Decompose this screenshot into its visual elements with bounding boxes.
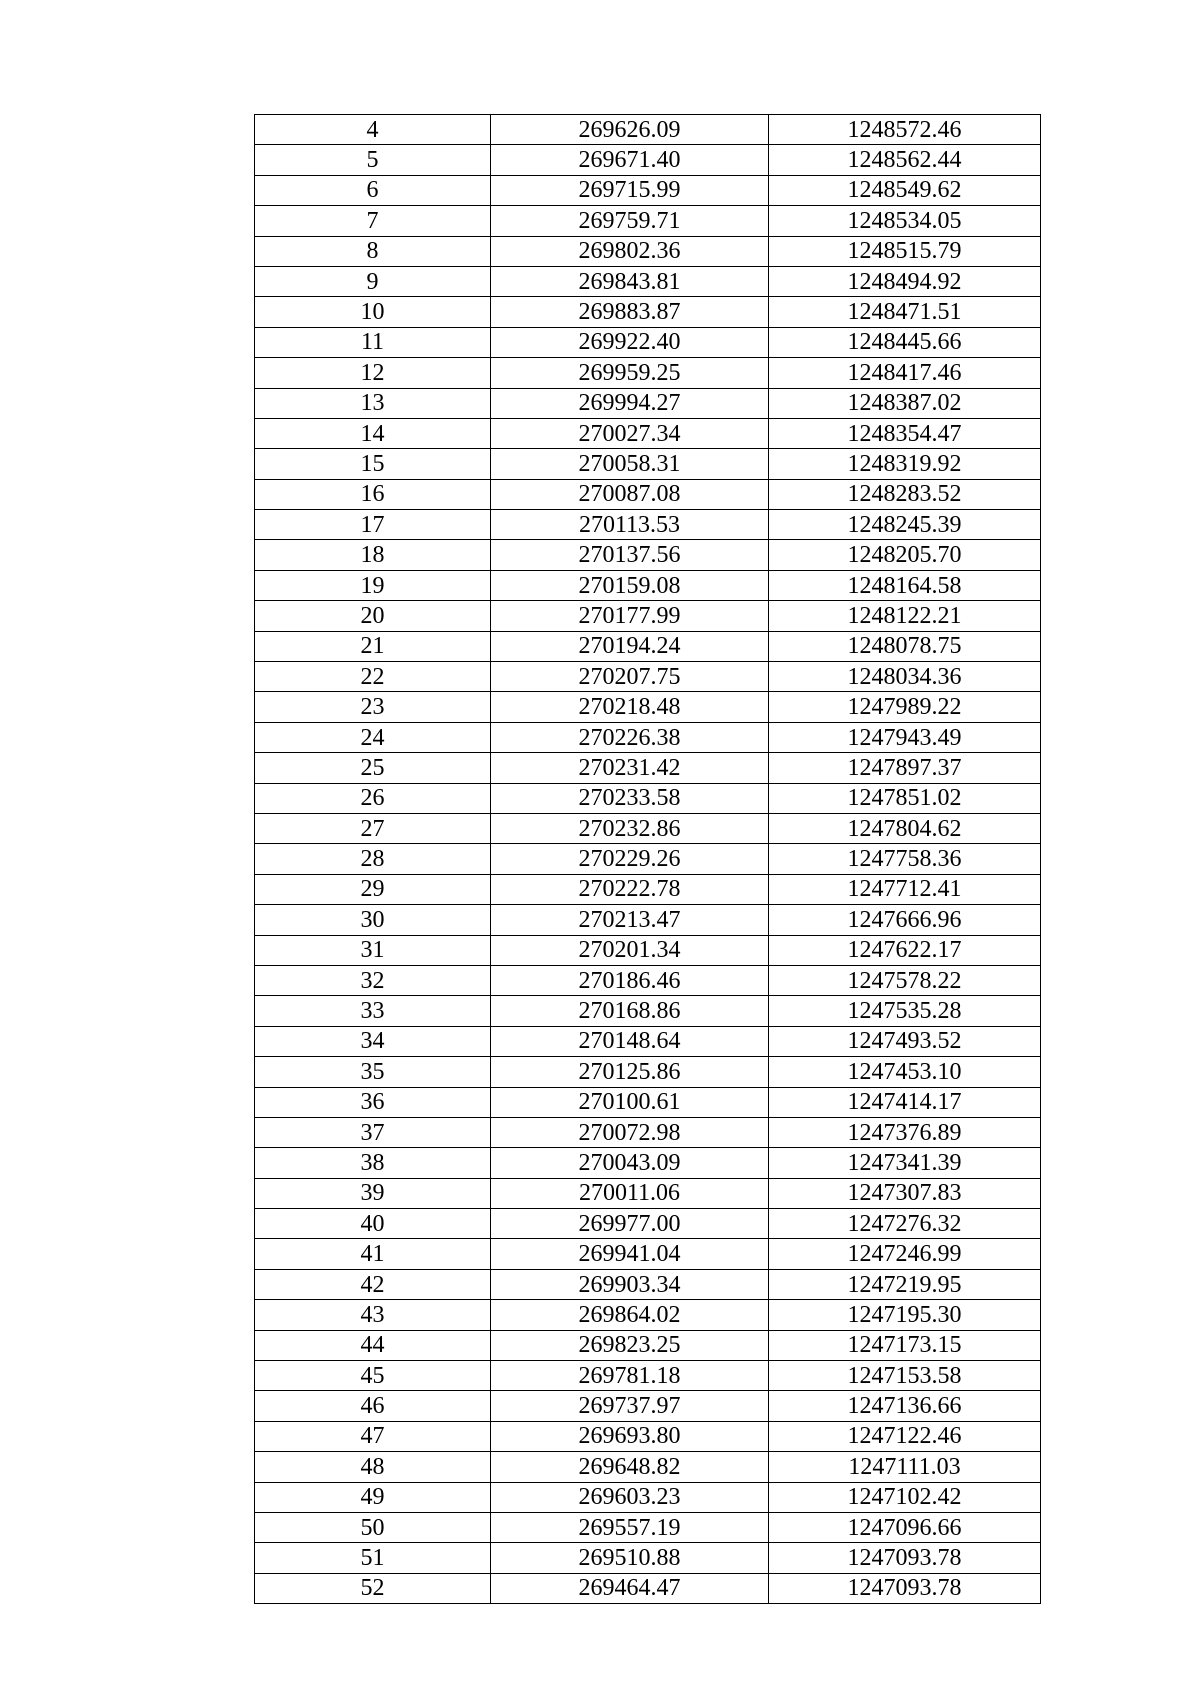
x-coordinate-cell: 269922.40	[491, 327, 769, 357]
point-number-cell: 36	[255, 1087, 491, 1117]
y-coordinate-cell: 1248494.92	[769, 266, 1041, 296]
table-row	[255, 692, 1041, 722]
table-row	[255, 1087, 1041, 1117]
table-row	[255, 570, 1041, 600]
x-coordinate-cell: 270201.34	[491, 935, 769, 965]
table-row	[255, 1300, 1041, 1330]
table-row	[255, 631, 1041, 661]
point-number-cell: 39	[255, 1178, 491, 1208]
y-coordinate-cell: 1248354.47	[769, 418, 1041, 448]
table-row	[255, 1512, 1041, 1542]
point-number-cell: 40	[255, 1209, 491, 1239]
x-coordinate-cell: 269802.36	[491, 236, 769, 266]
point-number-cell: 26	[255, 783, 491, 813]
table-row	[255, 266, 1041, 296]
table-row	[255, 1057, 1041, 1087]
table-row	[255, 965, 1041, 995]
y-coordinate-cell: 1248534.05	[769, 206, 1041, 236]
point-number-cell: 46	[255, 1391, 491, 1421]
table-row	[255, 145, 1041, 175]
y-coordinate-cell: 1248549.62	[769, 175, 1041, 205]
x-coordinate-cell: 269843.81	[491, 266, 769, 296]
x-coordinate-cell: 270229.26	[491, 844, 769, 874]
y-coordinate-cell: 1247102.42	[769, 1482, 1041, 1512]
table-row	[255, 722, 1041, 752]
y-coordinate-cell: 1248283.52	[769, 479, 1041, 509]
table-row	[255, 905, 1041, 935]
x-coordinate-cell: 269648.82	[491, 1452, 769, 1482]
table-row	[255, 540, 1041, 570]
point-number-cell: 16	[255, 479, 491, 509]
y-coordinate-cell: 1247897.37	[769, 753, 1041, 783]
y-coordinate-cell: 1247376.89	[769, 1117, 1041, 1147]
y-coordinate-cell: 1247943.49	[769, 722, 1041, 752]
point-number-cell: 13	[255, 388, 491, 418]
y-coordinate-cell: 1247666.96	[769, 905, 1041, 935]
x-coordinate-cell: 269941.04	[491, 1239, 769, 1269]
y-coordinate-cell: 1248471.51	[769, 297, 1041, 327]
y-coordinate-cell: 1247712.41	[769, 874, 1041, 904]
y-coordinate-cell: 1247578.22	[769, 965, 1041, 995]
point-number-cell: 42	[255, 1269, 491, 1299]
table-row	[255, 1269, 1041, 1299]
point-number-cell: 49	[255, 1482, 491, 1512]
point-number-cell: 25	[255, 753, 491, 783]
table-row	[255, 175, 1041, 205]
table-row	[255, 783, 1041, 813]
point-number-cell: 15	[255, 449, 491, 479]
y-coordinate-cell: 1247111.03	[769, 1452, 1041, 1482]
point-number-cell: 38	[255, 1148, 491, 1178]
table-row	[255, 236, 1041, 266]
y-coordinate-cell: 1248205.70	[769, 540, 1041, 570]
coordinates-table-body	[255, 115, 1041, 1604]
table-row	[255, 449, 1041, 479]
point-number-cell: 51	[255, 1543, 491, 1573]
point-number-cell: 27	[255, 813, 491, 843]
y-coordinate-cell: 1247093.78	[769, 1573, 1041, 1603]
point-number-cell: 22	[255, 662, 491, 692]
point-number-cell: 7	[255, 206, 491, 236]
y-coordinate-cell: 1247219.95	[769, 1269, 1041, 1299]
x-coordinate-cell: 269737.97	[491, 1391, 769, 1421]
table-row	[255, 358, 1041, 388]
point-number-cell: 29	[255, 874, 491, 904]
x-coordinate-cell: 269994.27	[491, 388, 769, 418]
x-coordinate-cell: 270137.56	[491, 540, 769, 570]
point-number-cell: 5	[255, 145, 491, 175]
table-row	[255, 662, 1041, 692]
x-coordinate-cell: 270186.46	[491, 965, 769, 995]
x-coordinate-cell: 270207.75	[491, 662, 769, 692]
table-row	[255, 479, 1041, 509]
y-coordinate-cell: 1247307.83	[769, 1178, 1041, 1208]
y-coordinate-cell: 1247493.52	[769, 1026, 1041, 1056]
y-coordinate-cell: 1247989.22	[769, 692, 1041, 722]
x-coordinate-cell: 269603.23	[491, 1482, 769, 1512]
y-coordinate-cell: 1248122.21	[769, 601, 1041, 631]
table-row	[255, 388, 1041, 418]
coordinates-table	[254, 114, 1041, 1604]
x-coordinate-cell: 270125.86	[491, 1057, 769, 1087]
table-row	[255, 844, 1041, 874]
table-row	[255, 935, 1041, 965]
table-row	[255, 1573, 1041, 1603]
point-number-cell: 43	[255, 1300, 491, 1330]
table-row	[255, 510, 1041, 540]
y-coordinate-cell: 1247276.32	[769, 1209, 1041, 1239]
y-coordinate-cell: 1248387.02	[769, 388, 1041, 418]
x-coordinate-cell: 270159.08	[491, 570, 769, 600]
point-number-cell: 18	[255, 540, 491, 570]
y-coordinate-cell: 1247535.28	[769, 996, 1041, 1026]
point-number-cell: 41	[255, 1239, 491, 1269]
x-coordinate-cell: 269464.47	[491, 1573, 769, 1603]
y-coordinate-cell: 1248164.58	[769, 570, 1041, 600]
x-coordinate-cell: 269510.88	[491, 1543, 769, 1573]
point-number-cell: 33	[255, 996, 491, 1026]
y-coordinate-cell: 1248445.66	[769, 327, 1041, 357]
table-row	[255, 1361, 1041, 1391]
table-row	[255, 206, 1041, 236]
x-coordinate-cell: 270168.86	[491, 996, 769, 1026]
y-coordinate-cell: 1247414.17	[769, 1087, 1041, 1117]
x-coordinate-cell: 269626.09	[491, 115, 769, 145]
y-coordinate-cell: 1248562.44	[769, 145, 1041, 175]
point-number-cell: 32	[255, 965, 491, 995]
table-row	[255, 1452, 1041, 1482]
y-coordinate-cell: 1248417.46	[769, 358, 1041, 388]
y-coordinate-cell: 1247804.62	[769, 813, 1041, 843]
x-coordinate-cell: 270231.42	[491, 753, 769, 783]
table-row	[255, 1543, 1041, 1573]
point-number-cell: 6	[255, 175, 491, 205]
point-number-cell: 17	[255, 510, 491, 540]
point-number-cell: 52	[255, 1573, 491, 1603]
x-coordinate-cell: 270113.53	[491, 510, 769, 540]
x-coordinate-cell: 270177.99	[491, 601, 769, 631]
point-number-cell: 20	[255, 601, 491, 631]
x-coordinate-cell: 269715.99	[491, 175, 769, 205]
table-row	[255, 115, 1041, 145]
y-coordinate-cell: 1248078.75	[769, 631, 1041, 661]
y-coordinate-cell: 1248245.39	[769, 510, 1041, 540]
x-coordinate-cell: 269693.80	[491, 1421, 769, 1451]
x-coordinate-cell: 269759.71	[491, 206, 769, 236]
y-coordinate-cell: 1247153.58	[769, 1361, 1041, 1391]
table-row	[255, 1330, 1041, 1360]
point-number-cell: 45	[255, 1361, 491, 1391]
point-number-cell: 19	[255, 570, 491, 600]
table-row	[255, 753, 1041, 783]
x-coordinate-cell: 269883.87	[491, 297, 769, 327]
point-number-cell: 34	[255, 1026, 491, 1056]
x-coordinate-cell: 269557.19	[491, 1512, 769, 1542]
table-row	[255, 1482, 1041, 1512]
point-number-cell: 28	[255, 844, 491, 874]
x-coordinate-cell: 270072.98	[491, 1117, 769, 1147]
table-row	[255, 1391, 1041, 1421]
x-coordinate-cell: 269959.25	[491, 358, 769, 388]
y-coordinate-cell: 1247246.99	[769, 1239, 1041, 1269]
x-coordinate-cell: 270011.06	[491, 1178, 769, 1208]
point-number-cell: 24	[255, 722, 491, 752]
y-coordinate-cell: 1247341.39	[769, 1148, 1041, 1178]
point-number-cell: 9	[255, 266, 491, 296]
x-coordinate-cell: 269903.34	[491, 1269, 769, 1299]
x-coordinate-cell: 270194.24	[491, 631, 769, 661]
x-coordinate-cell: 270222.78	[491, 874, 769, 904]
x-coordinate-cell: 270213.47	[491, 905, 769, 935]
y-coordinate-cell: 1248034.36	[769, 662, 1041, 692]
y-coordinate-cell: 1248572.46	[769, 115, 1041, 145]
x-coordinate-cell: 270027.34	[491, 418, 769, 448]
point-number-cell: 21	[255, 631, 491, 661]
y-coordinate-cell: 1248515.79	[769, 236, 1041, 266]
table-row	[255, 1026, 1041, 1056]
x-coordinate-cell: 270100.61	[491, 1087, 769, 1117]
x-coordinate-cell: 269781.18	[491, 1361, 769, 1391]
y-coordinate-cell: 1247453.10	[769, 1057, 1041, 1087]
point-number-cell: 37	[255, 1117, 491, 1147]
point-number-cell: 47	[255, 1421, 491, 1451]
point-number-cell: 30	[255, 905, 491, 935]
y-coordinate-cell: 1247622.17	[769, 935, 1041, 965]
table-row	[255, 1209, 1041, 1239]
point-number-cell: 11	[255, 327, 491, 357]
point-number-cell: 50	[255, 1512, 491, 1542]
point-number-cell: 14	[255, 418, 491, 448]
table-row	[255, 418, 1041, 448]
x-coordinate-cell: 270087.08	[491, 479, 769, 509]
x-coordinate-cell: 270232.86	[491, 813, 769, 843]
y-coordinate-cell: 1248319.92	[769, 449, 1041, 479]
point-number-cell: 23	[255, 692, 491, 722]
point-number-cell: 44	[255, 1330, 491, 1360]
point-number-cell: 31	[255, 935, 491, 965]
table-row	[255, 297, 1041, 327]
table-row	[255, 1117, 1041, 1147]
table-row	[255, 1239, 1041, 1269]
table-row	[255, 813, 1041, 843]
table-row	[255, 1421, 1041, 1451]
x-coordinate-cell: 270226.38	[491, 722, 769, 752]
table-row	[255, 327, 1041, 357]
y-coordinate-cell: 1247136.66	[769, 1391, 1041, 1421]
x-coordinate-cell: 269977.00	[491, 1209, 769, 1239]
x-coordinate-cell: 270148.64	[491, 1026, 769, 1056]
table-row	[255, 1148, 1041, 1178]
y-coordinate-cell: 1247758.36	[769, 844, 1041, 874]
y-coordinate-cell: 1247093.78	[769, 1543, 1041, 1573]
y-coordinate-cell: 1247851.02	[769, 783, 1041, 813]
point-number-cell: 48	[255, 1452, 491, 1482]
x-coordinate-cell: 270058.31	[491, 449, 769, 479]
table-row	[255, 1178, 1041, 1208]
x-coordinate-cell: 269823.25	[491, 1330, 769, 1360]
table-row	[255, 996, 1041, 1026]
y-coordinate-cell: 1247195.30	[769, 1300, 1041, 1330]
point-number-cell: 35	[255, 1057, 491, 1087]
y-coordinate-cell: 1247173.15	[769, 1330, 1041, 1360]
y-coordinate-cell: 1247096.66	[769, 1512, 1041, 1542]
point-number-cell: 4	[255, 115, 491, 145]
table-row	[255, 601, 1041, 631]
point-number-cell: 10	[255, 297, 491, 327]
x-coordinate-cell: 270218.48	[491, 692, 769, 722]
x-coordinate-cell: 270233.58	[491, 783, 769, 813]
x-coordinate-cell: 269671.40	[491, 145, 769, 175]
y-coordinate-cell: 1247122.46	[769, 1421, 1041, 1451]
x-coordinate-cell: 270043.09	[491, 1148, 769, 1178]
point-number-cell: 8	[255, 236, 491, 266]
table-row	[255, 874, 1041, 904]
x-coordinate-cell: 269864.02	[491, 1300, 769, 1330]
point-number-cell: 12	[255, 358, 491, 388]
